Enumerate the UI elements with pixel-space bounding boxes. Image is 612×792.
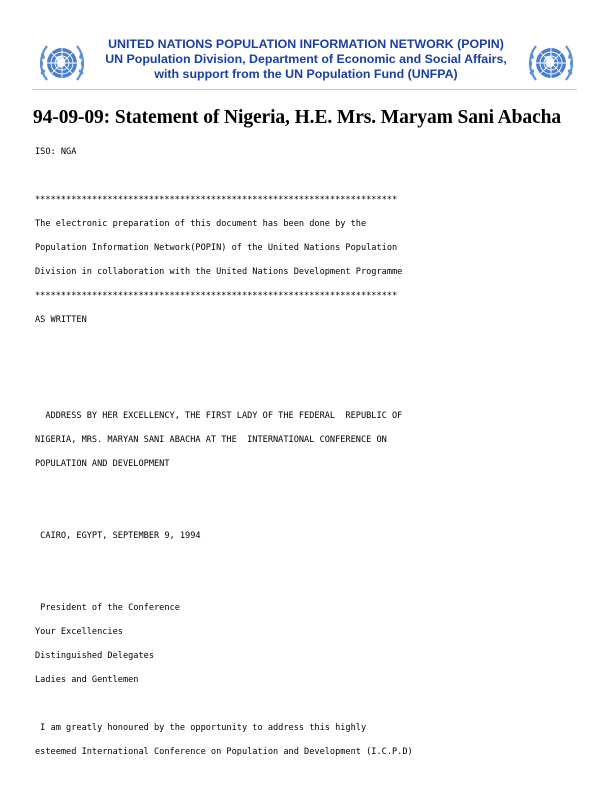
header-line-1: UNITED NATIONS POPULATION INFORMATION NETWORK (POPIN)	[108, 37, 504, 51]
header-divider	[32, 89, 577, 90]
paragraph-line-1: I am greatly honoured by the opportunity to address this highly	[35, 723, 367, 733]
iso-code: ISO: NGA	[35, 147, 77, 157]
prep-note-line-3: Division in collaboration with the United Nations Development Programme	[35, 267, 403, 277]
header-line-2: UN Population Division, Department of Economic and Social Affairs,	[105, 52, 507, 66]
prep-note-line-2: Population Information Network(POPIN) of the United Nations Population	[35, 243, 398, 253]
address-line-1: ADDRESS BY HER EXCELLENCY, THE FIRST LADY OF THE FEDERAL REPUBLIC OF	[35, 411, 403, 421]
address-line-2: NIGERIA, MRS. MARYAN SANI ABACHA AT THE INTERNATIONAL CONFERENCE ON	[35, 435, 387, 445]
page-title: 94-09-09: Statement of Nigeria, H.E. Mrs. Maryam Sani Abacha	[33, 107, 562, 128]
un-emblem-icon	[526, 38, 576, 88]
address-line-3: POPULATION AND DEVELOPMENT	[35, 459, 170, 469]
place-date: CAIRO, EGYPT, SEPTEMBER 9, 1994	[35, 531, 201, 541]
salutation-line-4: Ladies and Gentlemen	[35, 675, 139, 685]
page-header	[0, 0, 612, 92]
header-text	[92, 37, 520, 82]
separator-line-bottom: **********************************************************************	[35, 291, 398, 301]
un-emblem-icon	[37, 38, 87, 88]
prep-note-line-1: The electronic preparation of this document has been done by the	[35, 219, 367, 229]
salutation-line-2: Your Excellencies	[35, 627, 123, 637]
salutation-line-1: President of the Conference	[35, 603, 180, 613]
header-line-3: with support from the UN Population Fund (UNFPA)	[154, 67, 458, 81]
salutation-line-3: Distinguished Delegates	[35, 651, 154, 661]
separator-line-top: **********************************************************************	[35, 195, 398, 205]
as-written-label: AS WRITTEN	[35, 315, 87, 325]
paragraph-line-2: esteemed International Conference on Population and Development (I.C.P.D)	[35, 747, 413, 757]
